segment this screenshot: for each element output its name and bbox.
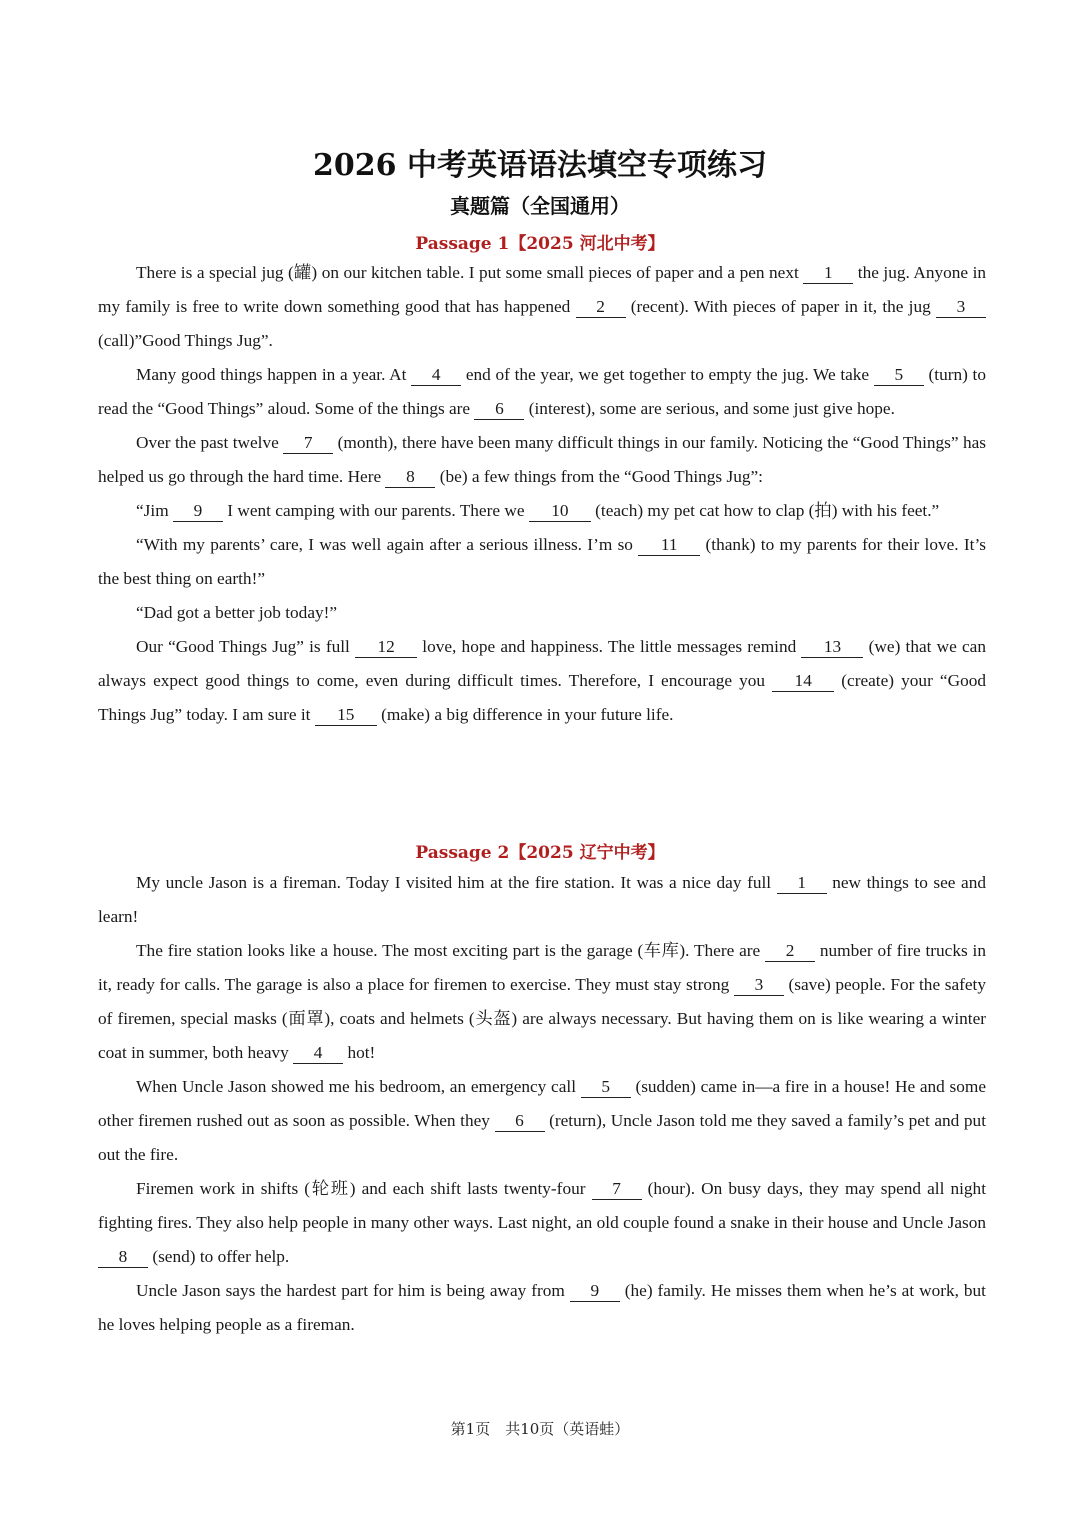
blank-6[interactable]: 6 [474,399,524,420]
blank-14[interactable]: 14 [772,671,834,692]
blank-9[interactable]: 9 [570,1281,620,1302]
blank-3[interactable]: 3 [734,975,784,996]
passage-text: love, hope and happiness. The little messages remind [417,637,802,656]
passage-text: (month), there have been many difficult things in our family. Noticing the “Good Things” has helped us go through the hard time. Here [98,433,987,486]
passage-2-heading: Passage 2【2025 辽宁中考】 [415,843,665,863]
blank-7[interactable]: 7 [283,433,333,454]
passage-text: Uncle Jason says the hardest part for him is being away from [136,1281,570,1300]
passage-text: There is a special jug (罐) on our kitchen table. I put some small pieces of paper and a pen next [136,263,804,282]
blank-6[interactable]: 6 [495,1111,545,1132]
passage-text: (sudden) came in—a fire in a house! He and some other firemen rushed out as soon as possible. When they [98,1077,986,1130]
passage-text: My uncle Jason is a fireman. Today I visited him at the fire station. It was a nice day full [136,873,777,892]
paragraph [98,494,986,528]
blank-4[interactable]: 4 [411,365,461,386]
paragraph [98,934,986,1070]
blank-13[interactable]: 13 [801,637,863,658]
blank-1[interactable]: 1 [777,873,827,894]
blank-10[interactable]: 10 [529,501,591,522]
passage-text: (return), Uncle Jason told me they saved a family’s pet and put out the fire. [98,1111,986,1164]
passage-text: Our “Good Things Jug” is full [136,637,356,656]
passage-text: Over the past twelve [136,433,284,452]
page-footer: 第1页 共10页（英语蛙） [450,1420,630,1438]
paragraph [98,1172,986,1274]
passage-text: The fire station looks like a house. The most exciting part is the garage (车库). There are [136,941,766,960]
paragraph [98,426,986,494]
passage-text: (make) a big difference in your future life. [376,705,674,724]
blank-7[interactable]: 7 [592,1179,642,1200]
page-title: 2026 中考英语语法填空专项练习 [313,148,767,183]
passage-text: (recent). With pieces of paper in it, the jug [625,297,936,316]
passage-text: (call)”Good Things Jug”. [98,331,273,350]
blank-11[interactable]: 11 [638,535,700,556]
passage-text: (interest), some are serious, and some just give hope. [524,399,895,418]
passage-text: (turn) to read the “Good Things” aloud. Some of the things are [98,365,986,418]
passage-text: (we) that we can always expect good things to come, even during difficult times. Therefore, I encourage you [98,637,986,690]
passage-text: “Jim [136,501,173,520]
passage-1-body [98,256,986,732]
blank-5[interactable]: 5 [581,1077,631,1098]
paragraph [98,256,986,358]
passage-text: hot! [343,1043,376,1062]
blank-3[interactable]: 3 [936,297,986,318]
passage-text: (thank) to my parents for their love. It’s the best thing on earth!” [98,535,986,588]
passage-text: number of fire trucks in it, ready for calls. The garage is also a place for firemen to exercise. They must stay strong [98,941,986,994]
blank-4[interactable]: 4 [293,1043,343,1064]
blank-15[interactable]: 15 [315,705,377,726]
passage-text: “Dad got a better job today!” [136,603,338,622]
blank-2[interactable]: 2 [576,297,626,318]
passage-text: (be) a few things from the “Good Things Jug”: [435,467,763,486]
passage-text: (he) family. He misses them when he’s at work, but he loves helping people as a fireman. [98,1281,986,1334]
passage-text: (create) your “Good Things Jug” today. I am sure it [98,671,986,724]
passage-text: (hour). On busy days, they may spend all night fighting fires. They also help people in many other ways. Last night, an old couple found a snake in their house and Uncle Jason [98,1179,986,1232]
paragraph [98,528,986,596]
paragraph [98,866,986,934]
blank-9[interactable]: 9 [173,501,223,522]
passage-text: (teach) my pet cat how to clap (拍) with his feet.” [590,501,940,520]
paragraph [98,596,986,630]
passage-text: I went camping with our parents. There we [222,501,529,520]
blank-8[interactable]: 8 [98,1247,148,1268]
passage-text: When Uncle Jason showed me his bedroom, an emergency call [136,1077,581,1096]
blank-2[interactable]: 2 [765,941,815,962]
passage-text: Firemen work in shifts (轮班) and each shift lasts twenty-four [136,1179,592,1198]
paragraph [98,1274,986,1342]
blank-12[interactable]: 12 [355,637,417,658]
passage-text: the jug. Anyone in my family is free to write down something good that has happened [98,263,987,316]
passage-1-heading: Passage 1【2025 河北中考】 [415,234,665,254]
passage-text: new things to see and learn! [98,873,986,926]
blank-5[interactable]: 5 [874,365,924,386]
blank-1[interactable]: 1 [803,263,853,284]
passage-2-body [98,866,986,1342]
paragraph [98,630,986,732]
passage-text: (send) to offer help. [148,1247,290,1266]
paragraph [98,1070,986,1172]
paragraph [98,358,986,426]
passage-text: “With my parents’ care, I was well again after a serious illness. I’m so [136,535,639,554]
page-subtitle: 真题篇（全国通用） [450,194,630,218]
passage-text: end of the year, we get together to empty the jug. We take [461,365,874,384]
passage-text: Many good things happen in a year. At [136,365,412,384]
blank-8[interactable]: 8 [385,467,435,488]
passage-text: (save) people. For the safety of firemen, special masks (面罩), coats and helmets (头盔) are always necessary. But having them on is like wearing a winter coat in summer, both heavy [98,975,986,1062]
